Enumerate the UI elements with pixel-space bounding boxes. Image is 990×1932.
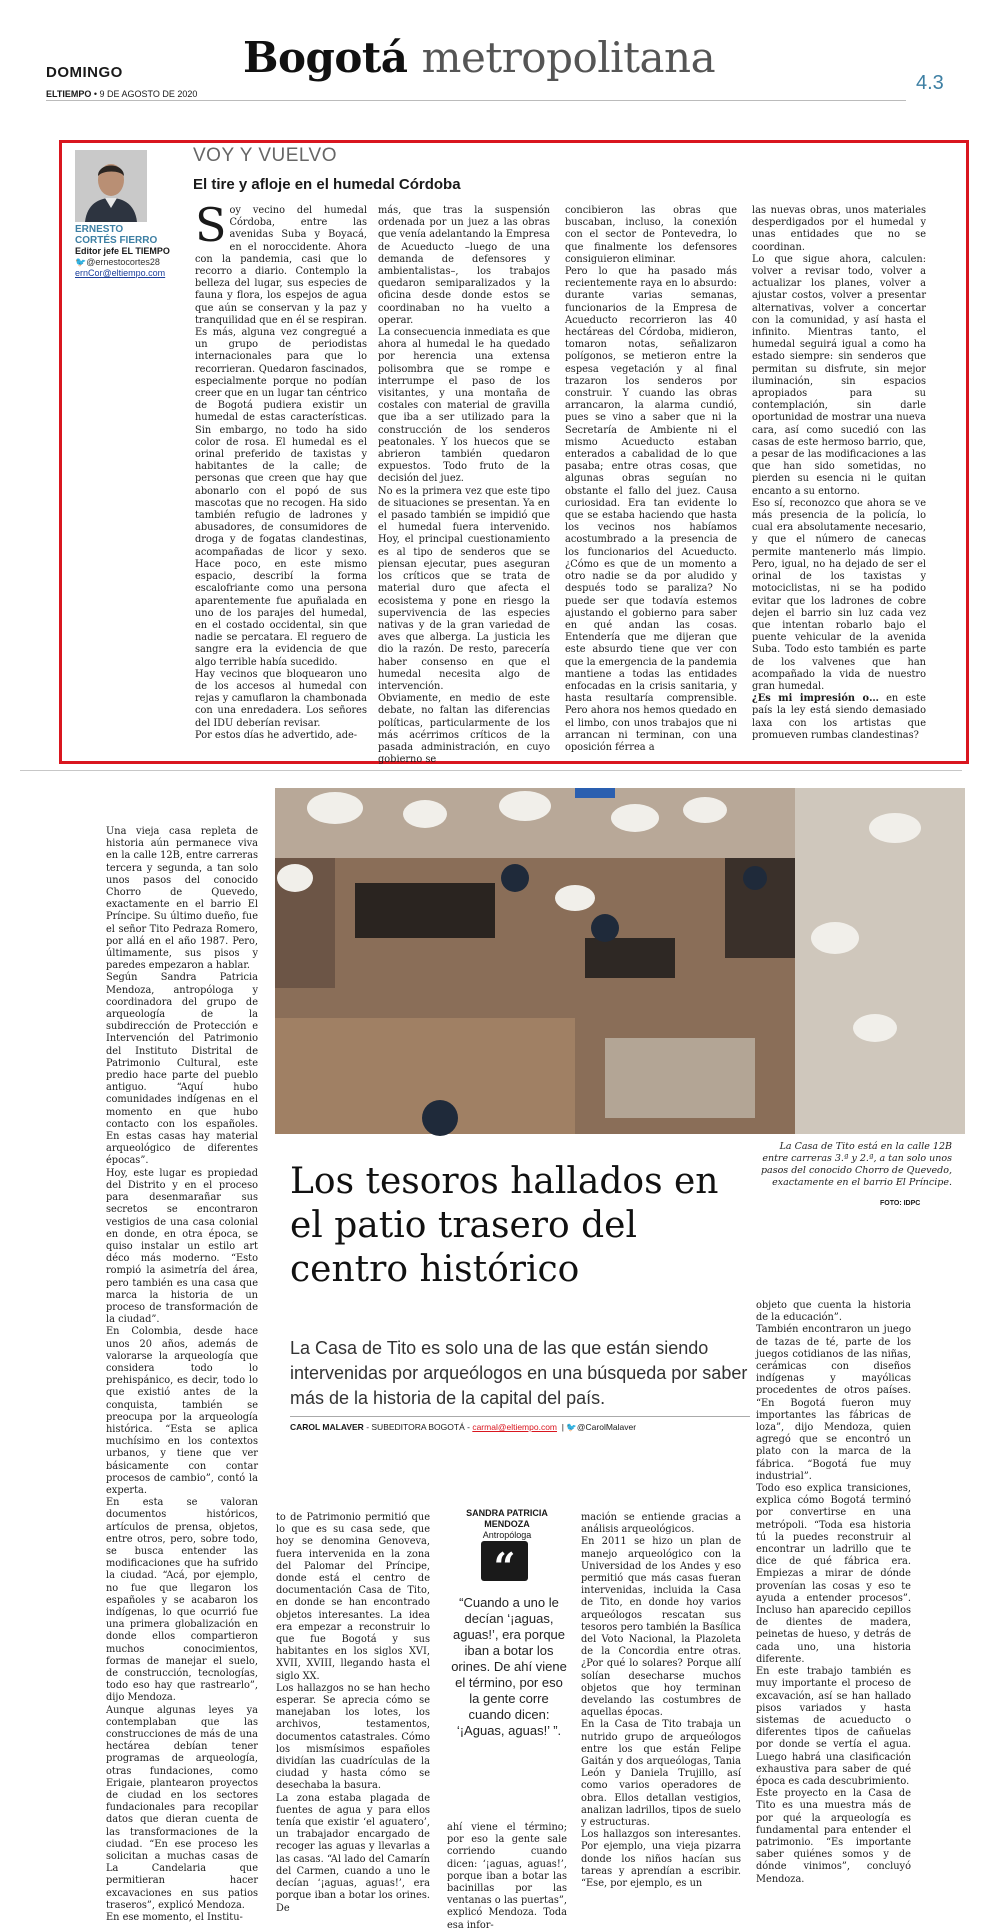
article-text-col-3 [447,1822,567,1932]
paragraph: En 2011 se hizo un plan de manejo arqueológico con la Universidad de los Andes y eso permitió que más casas fueran intervenidas, incluida la Casa de Tito, en donde hoy varios arqueólogos rescatan sus tesoros pero también la Basílica del Voto Nacional, la Plazoleta de la Concordia entre otras. ¿Por qué lo solares? Porque allí solían desecharse muchos objetos que hoy terminan develando las costumbres de aquellas épocas. [581,1536,741,1719]
paragraph: También encontraron un juego de tazas de té, parte de los juegos cotidianos de las niñas, cerámicas con diseños indígenas y mayólicas procedentes de otros países. “En Bogotá fueron muy importantes las fábricas de loza”, dijo Mendoza, quien agregó que se encontró un plato con la marca de la fábrica. “Bogotá fue muy industrial”. [756,1324,911,1482]
paragraph: No es la primera vez que este tipo de situaciones se presentan. Ya en el pasado también se impidió que el humedal fuera intervenido. Hoy, el principal cuestionamiento es al tipo de senderos que se piensan ejecutar, pues aseguran los críticos que se trata de material duro que afecta el ecosistema y pone en riesgo la supervivencia de las especies nativas y de la gran variedad de aves que alberga. La justicia les dio la razón. De resto, parecería haber consenso en que el humedal necesita algo de intervención. [378,485,550,692]
twitter-icon: 🐦 [566,1422,577,1432]
pull-quote-name-line-2: MENDOZA [484,1519,530,1529]
byline-twitter-handle[interactable]: @CarolMalaver [576,1422,637,1432]
paragraph: La zona estaba plagada de fuentes de agua y para ellos tenía que existir ‘el aguatero’, un trabajador encargado de recoger las aguas y llevarlas a las casas. “Al lado del Camarín del Carmen, cuando a uno le decían ‘¡aguas, aguas!’, era porque iban a botar los orines. De [276,1792,430,1914]
day-label: DOMINGO [46,64,123,81]
article-text-col-1 [106,826,258,1924]
section-title-light: metropolitana [421,33,716,82]
photo-caption: La Casa de Tito está en la calle 12B entre carreras 3.ª y 2.ª, a tan solo unos pasos del conocido Chorro de Quevedo, exactamente en el barrio El Príncipe. [760,1141,952,1188]
pull-quote-name-line-1: SANDRA PATRICIA [466,1508,548,1518]
paragraph: En esta se valoran documentos históricos, artículos de prensa, objetos, entre otros, pero, sobre todo, se busca entender las modificaciones que ha sufrido la ciudad. “Acá, por ejemplo, no fue que llegaron los españoles y se acabaron los indígenas, lo que ocurrió fue una primera globalización en donde ellos compartieron muchos conocimientos, formas de manejar el suelo, de construcción, tecnologías, todo eso hay que rastrearlo”, dijo Mendoza. [106,1497,258,1704]
dropcap-letter: S [195,198,227,252]
section-title-bold: Bogotá [243,33,408,82]
header-rule [46,100,906,101]
byline-email-link[interactable]: carmal@eltiempo.com [472,1422,558,1432]
kicker-end: en este país la ley está siendo demasiado laxa con los artistas que promueven rumbas clandestinas? [752,693,926,741]
kicker-bold: ¿Es mi impresión o… [752,693,879,705]
paragraph: objeto que cuenta la historia de la educación”. [756,1300,911,1324]
excavation-photo-icon [275,788,965,1134]
paragraph: las nuevas obras, unos materiales desperdigados por el humedal y unas entidades que no se coordinan. [752,205,926,253]
paragraph: En la Casa de Tito trabaja un nutrido grupo de arqueólogos entre los que están Felipe Gaitán y dos arqueólogas, Tania León y Daniela Trujillo, así como varios operadores de obra. Ellos detallan vestigios, analizan ladrillos, tipos de suelo y estructuras. [581,1719,741,1829]
byline-rule [290,1416,750,1417]
paragraph: Pero lo que ha pasado más recientemente raya en lo absurdo: durante varias semanas, funcionarios de la Empresa de Acueducto recorrieron las 40 hectáreas del Córdoba, midieron, tomaron notas, señalizaron polígonos, se metieron entre la espesa vegetación y al final trazaron los senderos por construir. Y cuando las obras arrancaron, la alarma cundió, pues se vino a saber que ni la Secretaría de Ambiente ni el mismo Acueducto estaban enterados a cabalidad de lo que pasaba; entre otras cosas, que algunas obras seguían no obstante el fallo del juez. Causa curiosidad. Era tan evidente lo que se estaba haciendo que hasta los vecinos nos habíamos acostumbrado a la presencia de los funcionarios del Acueducto. ¿Cómo es que de un momento a otro nadie se da por aludido y después todo se paraliza? No puede ser que todavía estemos ajustando el gobierno para saber en qué andan las cosas. Entendería que me dijeran que este absurdo tiene que ver con que la emergencia de la pandemia mantiene a todas las entidades enfocadas en la crisis sanitaria, y hasta resultaría comprensible. Pero ahora nos hemos quedado en el limbo, con unos trabajos que ni arrancan ni terminan, con una oposición férrea a [565,266,737,753]
author-name [75,224,185,246]
article-text-col-4 [581,1512,741,1890]
byline: CAROL MALAVER - SUBEDITORA BOGOTÁ - carmal@eltiempo.com | 🐦@CarolMalaver [290,1422,637,1432]
column-text-col-2 [378,205,550,766]
article-text-col-5 [756,1300,911,1886]
paragraph: Eso sí, reconozco que ahora se ve más presencia de la policía, lo cual era absolutamente necesario, y que el número de canecas permite mantenerlo más limpio. Pero, igual, no ha dejado de ser el orinal de los taxistas y motociclistas, ni se ha podido evitar que los ladrones de cobre dejen el barrio sin luz cada vez que intentan robarlo bajo el puente vehicular de la avenida Suba. Todo esto también es parte de los valvenes que han acompañado la vida de nuestro gran humedal. [752,497,926,692]
article-text-col-2 [276,1512,430,1915]
author-twitter-handle[interactable]: @ernestocortes28 [86,257,160,267]
paragraph: Este proyecto en la Casa de Tito es una muestra más de por qué la arqueología es fundamental para entender el patrimonio. “Es importante saber quiénes somos y de dónde vinimos”, concluyó Mendoza. [756,1788,911,1885]
pull-quote-name [450,1508,564,1530]
paragraph: concibieron las obras que buscaban, incluso, la conexión con el sector de Pontevedra, lo que finalmente los defensores consiguieron eliminar. [565,205,737,265]
paragraph: to de Patrimonio permitió que lo que es su casa sede, que hoy se denomina Genoveva, fuera intervenida en la zona del Palomar del Príncipe, donde está el centro de documentación Casa de Tito, en donde se han encontrado objetos interesantes. La idea era empezar a reconstruir lo que fue Bogotá y sus habitantes en los siglos XVI, XVII, XVIII, llegando hasta el siglo XX. [276,1512,430,1682]
paragraph: ahí viene el término; por eso la gente sale corriendo cuando dicen: ‘¡aguas, aguas!’, porque iban a botar las bacinillas por las ventanas o las puertas”, explicó Mendoza. Toda esa infor- [447,1822,567,1931]
article-headline: Los tesoros hallados en el patio trasero del centro histórico [290,1161,719,1290]
paragraph: Lo que sigue ahora, calculen: volver a revisar todo, volver a actualizar los planes, volver a ajustar costos, volver a presentar alternativas, volver a concertar con la comunidad, y así hasta el infinito. Mientras tanto, el humedal seguirá igual a como ha estado siempre: sin senderos que permitan su disfrute, sin mejor iluminación, sin espacios apropiados para su contemplación, sin darle oportunidad de mostrar una nueva cara, así como sucedió con las casas de este hermoso barrio, que, a pesar de las modificaciones a las que han sido sometidas, no pierden su esencia ni le quitan encanto a su entorno. [752,253,926,497]
column-headline: El tire y afloje en el humedal Córdoba [193,176,461,193]
paragraph: Una vieja casa repleta de historia aún permanece viva en la calle 12B, entre carreras tercera y segunda, a tan solo unos pasos del conocido Chorro de Quevedo, exactamente en el barrio El Príncipe. Su último dueño, fue el señor Tito Pedraza Romero, por allá en el año 1987. Pero, últimamente, sus pisos y paredes empezaron a hablar. [106,826,258,972]
column-text-col-1 [195,198,367,742]
paragraph: Aunque algunas leyes ya contemplaban que las construcciones de más de una hectárea debían tener programas de arqueología, otras fundaciones, como Erigaie, plantearon proyectos de ciudad en los sectores fundacionales para recopilar datos que dieran cuenta de las transformaciones de la ciudad. “En ese proceso les solicitan a muchas casas de La Candelaria que permitieran hacer excavaciones en sus patios traseros”, explicó Mendoza. [106,1704,258,1911]
section-divider [20,770,962,771]
paragraph: más, que tras la suspensión ordenada por un juez a las obras que venía adelantando la Empresa de Acueducto –luego de una demanda de defensores y ambientalistas–, los trabajos quedaron semiparalizados y la oficina desde donde estos se coordinaban no ha vuelto a operar. [378,205,550,326]
paragraph: Obviamente, en medio de este debate, no faltan las diferencias políticas, particularmente de los más acérrimos críticos de la pasada administración, en cuyo gobierno se [378,693,550,766]
author-last-name: CORTÉS FIERRO [75,235,158,246]
quote-mark-icon: “ [481,1541,528,1581]
paragraph: En este trabajo también es muy importante el proceso de excavación, así se han hallado pisos variados y hasta sistemas de acueducto o diferentes tipos de cañuelas por donde se vertía el agua. Luego habrá una clasificación exhaustiva para saber de qué época es cada descubrimiento. [756,1666,911,1787]
issue-date: 9 DE AGOSTO DE 2020 [99,89,198,99]
paragraph: Los hallazgos no se han hecho esperar. Se aprecia cómo se manejaban los lotes, los archivos, testamentos, documentos catastrales. Cómo los mismísimos españoles dividían las cuadrículas de la ciudad y hasta cómo se desechaba la basura. [276,1682,430,1792]
paragraph: mación se entiende gracias a análisis arqueológicos. [581,1512,741,1536]
byline-role: SUBEDITORA BOGOTÁ [371,1422,465,1432]
brand-name: ELTIEMPO [46,89,92,99]
paragraph: En Colombia, desde hace unos 20 años, además de valorarse la arqueología que considera todo lo prehispánico, es decir, todo lo que existió antes de la conquista, también se preocupa por la arqueología histórica. “Esta se aplica muchísimo en los contextos urbanos, y tiene que ver básicamente con contar procesos de cambio”, contó la experta. [106,1326,258,1496]
avatar-portrait-icon [75,150,147,222]
masthead-meta: ELTIEMPO • 9 DE AGOSTO DE 2020 [46,89,198,99]
paragraph: Hay vecinos que bloquearon uno de los accesos al humedal con rejas y camuflaron la chambonada con una enredadera. Los señores del IDU deberían revisar. [195,668,367,729]
paragraph: Hoy, este lugar es propiedad del Distrito y en el proceso para desenmarañar sus secretos se encontraron vestigios de una casa colonial en donde, en otra época, se quiso instalar un estilo art déco más moderno. “Esto rompió la asimetría del área, pero también es una casa que marca la historia de un proceso de transformación de la ciudad”. [106,1167,258,1326]
byline-name: CAROL MALAVER [290,1422,364,1432]
column-text-col-4 [752,205,926,742]
paragraph: En ese momento, el Institu- [106,1912,243,1924]
pull-quote-role: Antropóloga [482,1530,532,1540]
paragraph: Por estos días he advertido, ade- [195,729,358,741]
section-title [243,33,715,82]
excavation-photo [275,788,965,1134]
paragraph: La consecuencia inmediata es que ahora al humedal le ha quedado por herencia una extensa polisombra que se rompe e interrumpe el paso de los visitantes, y una montaña de costales con material de gravilla que iba a ser utilizado para la construcción de los senderos peatonales. Y los huecos que se abrieron también quedaron expuestos. Todo fruto de la decisión del juez. [378,327,550,485]
pull-quote-text: “Cuando a uno le decían ‘¡aguas, aguas!’, era porque iban a botar los orines. De ahí viene el término, por eso la gente corre cuando dicen: ‘¡Aguas, aguas!’ ”. [451,1595,567,1738]
author-twitter[interactable] [75,257,185,268]
author-email-link[interactable]: ernCor@eltiempo.com [75,268,166,278]
author-info [75,224,185,279]
author-role: Editor jefe EL TIEMPO [75,246,170,256]
paragraph: Todo eso explica transiciones, explica cómo Bogotá terminó por convertirse en una metrópoli. “Toda esa historia tú la puedes reconstruir al encontrar un ladrillo que te dice de qué fábrica era. Empiezas a mirar de dónde provenían las cosas y eso te ayuda a entender procesos”. Incluso han aparecido cepillos de dientes de madera, peinetas de hueso, y detrás de cada uno, una historia diferente. [756,1483,911,1665]
paragraph: oy vecino del humedal Córdoba, entre las avenidas Suba y Boyacá, en el noroccidente. Ahora con la pandemia, casi que lo recorro a diario. Contemplo la belleza del lugar, sus especies de fauna y flora, los espejos de agua que aún se conservan y la paz y tranquilidad que en él se respiran. Es más, alguna vez congregué a un grupo de periodistas internacionales para que lo recorrieran. Quedaron fascinados, especialmente porque no podían creer que en un lugar tan céntrico de Bogotá pudiera existir un humedal de estas características. Sin embargo, no todo ha sido color de rosa. El humedal es el orinal preferido de taxistas y habitantes de la calle; de personas que creen que hay que abonarlo con el popó de sus mascotas que no recogen. Ha sido también refugio de ladrones y abusadores, de consumidores de droga y de fogatas clandestinas, acompañadas de licor y sexo. Hace poco, en este mismo espacio, describí la forma escalofriante como una persona aparentemente fue apuñalada en uno de los parajes del humedal, en el costado occidental, sin que nadie se percatara. El reguero de sangre era la evidencia de que algo terrible había sucedido. [195,205,367,668]
photo-credit: FOTO: IDPC [880,1200,921,1207]
author-first-name: ERNESTO [75,224,124,235]
author-avatar [75,150,147,222]
paragraph: Según Sandra Patricia Mendoza, antropóloga y coordinadora del grupo de arqueología de la subdirección de Protección e Intervención del Patrimonio del Instituto Distrital de Patrimonio Cultural, este predio hace parte del pueblo antiguo. “Aquí hubo comunidades indígenas en el momento en que hubo contacto con los españoles. En estas casas hay material arqueológico de diferentes épocas”. [106,972,258,1167]
column-text-col-3 [565,205,737,754]
paragraph: Los hallazgos son interesantes. Por ejemplo, una vieja pizarra donde los niños hacían sus tareas y aprendían a escribir. “Ese, por ejemplo, es un [581,1829,741,1890]
twitter-icon: 🐦 [75,257,87,267]
page-number: 4.3 [916,72,944,94]
paragraph [752,693,926,742]
article-subheadline: La Casa de Tito es solo una de las que están siendo intervenidas por arqueólogos en una búsqueda por saber más de la historia de la capital del país. [290,1338,748,1408]
column-section-label: VOY Y VUELVO [193,145,338,166]
